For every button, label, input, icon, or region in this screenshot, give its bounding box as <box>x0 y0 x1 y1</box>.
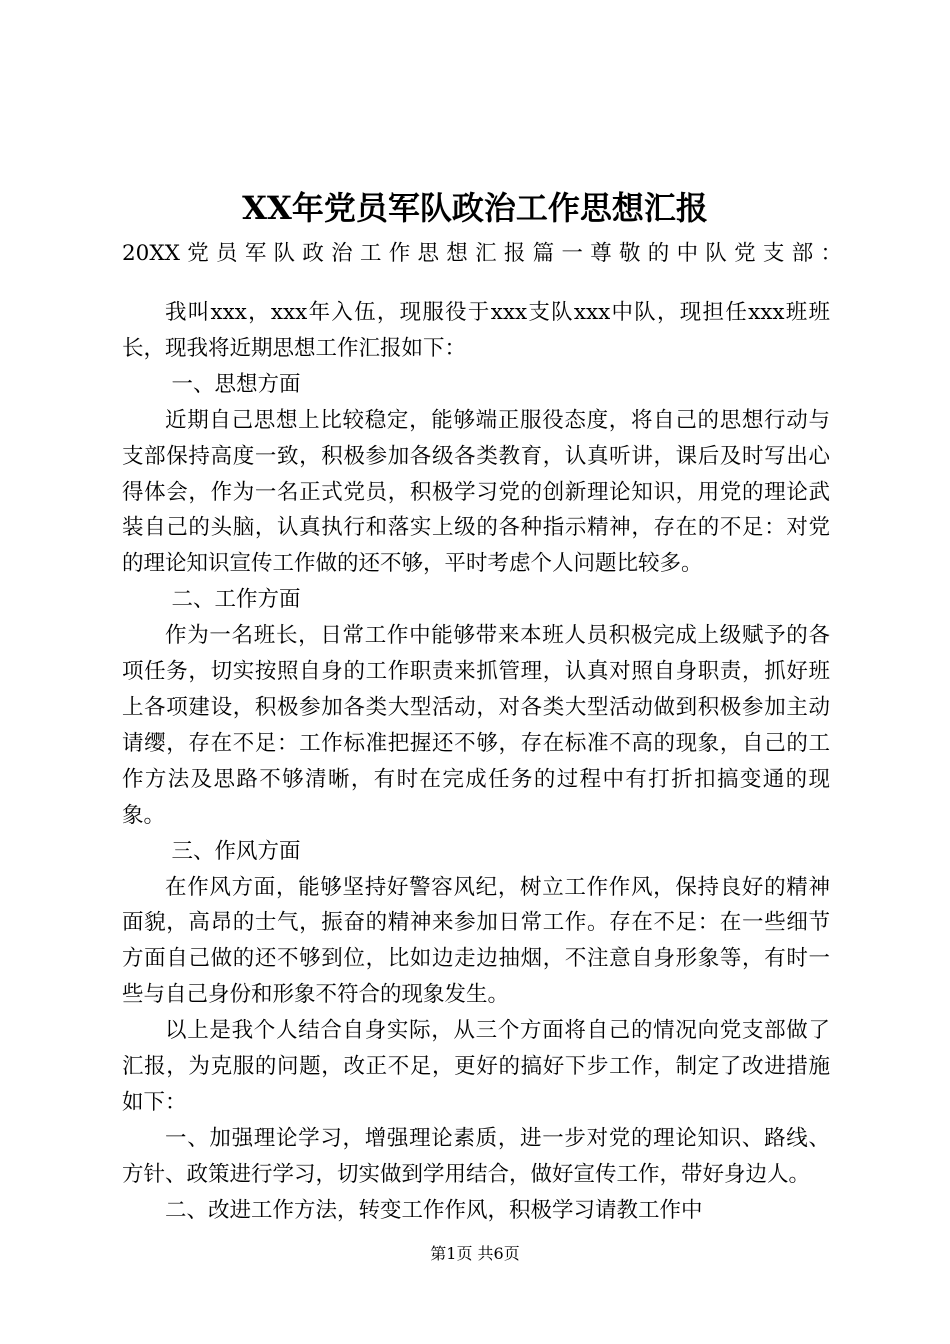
section-heading: 二、工作方面 <box>171 587 301 613</box>
paragraph: 在作风方面，能够坚持好警容风纪，树立工作作风，保持良好的精神面貌，高昂的士气，振奋的精神来参加日常工作。存在不足：在一些细节方面自己做的还不够到位，比如边走边抽烟，不注意自身形象等，有时一些与自己身份和形象不符合的现象发生。 <box>122 874 830 1008</box>
document-title: XX年党员军队政治工作思想汇报 <box>242 189 708 227</box>
page-number-footer: 第1页 共6页 <box>430 1244 520 1263</box>
paragraph: 近期自己思想上比较稳定，能够端正服役态度，将自己的思想行动与支部保持高度一致，积极参加各级各类教育，认真听讲，课后及时写出心得体会，作为一名正式党员，积极学习党的创新理论知识，用党的理论武装自己的头脑，认真执行和落实上级的各种指示精神，存在的不足：对党的理论知识宣传工作做的还不够，平时考虑个人问题比较多。 <box>122 407 830 577</box>
section-heading: 三、作风方面 <box>171 838 301 864</box>
document-subtitle: 20XX党员军队政治工作思想汇报篇一尊敬的中队党支部： <box>122 241 842 266</box>
paragraph: 以上是我个人结合自身实际，从三个方面将自己的情况向党支部做了汇报，为克服的问题，改正不足，更好的搞好下步工作，制定了改进措施如下： <box>122 1018 830 1115</box>
section-heading: 一、思想方面 <box>171 371 301 397</box>
paragraph: 一、加强理论学习，增强理论素质，进一步对党的理论知识、路线、方针、政策进行学习，切实做到学用结合，做好宣传工作，带好身边人。 <box>122 1125 830 1187</box>
paragraph: 我叫xxx，xxx年入伍，现服役于xxx支队xxx中队，现担任xxx班班长，现我将近期思想工作汇报如下： <box>122 300 830 361</box>
paragraph: 二、改进工作方法，转变工作作风，积极学习请教工作中 <box>165 1197 703 1223</box>
document-body <box>122 295 830 1229</box>
paragraph: 作为一名班长，日常工作中能够带来本班人员积极完成上级赋予的各项任务，切实按照自身的工作职责来抓管理，认真对照自身职责，抓好班上各项建设，积极参加各类大型活动，对各类大型活动做到积极参加主动请缨，存在不足：工作标准把握还不够，存在标准不高的现象，自己的工作方法及思路不够清晰，有时在完成任务的过程中有打折扣搞变通的现象。 <box>122 623 830 828</box>
